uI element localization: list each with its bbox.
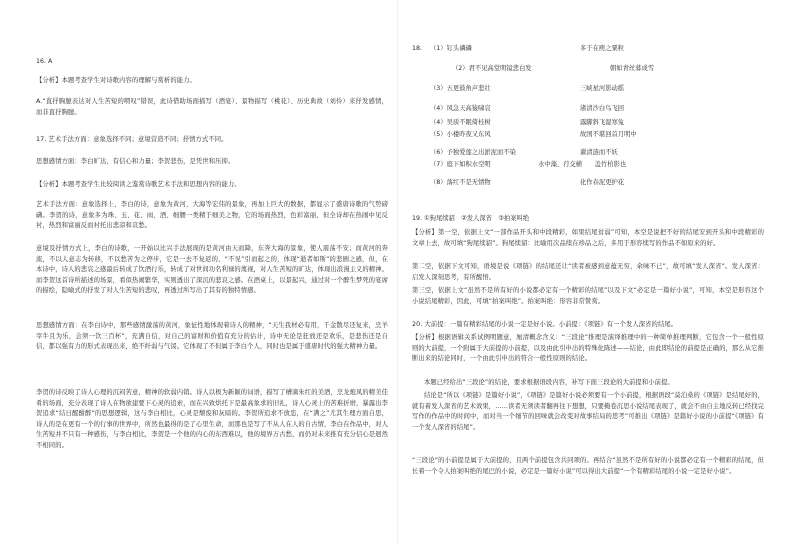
q18-line-a: （4）吴质不眠倚桂树 [430, 119, 491, 126]
q18-line-b: 渚清沙白鸟飞回 [580, 105, 625, 112]
q18-line-b: 化作春泥更护花 [580, 179, 625, 186]
q16-answer: 16. A [36, 58, 53, 65]
q20-answer: 20. 大前提：一篇有精彩结尾的小说一定是好小说。小前提：《项链》有一个发人深省的结尾。 [412, 321, 678, 328]
q18-line-b: 露脚斜飞湿寒兔 [580, 119, 625, 126]
q18-line-a: （4）风急天高猿啸哀 [430, 105, 491, 112]
q18-line-b: 水中藻、荇交横 盖竹柏影也 [538, 161, 627, 168]
q17-analysis-heading: 【分析】本题考查学生比较阅读之鉴赏诗歌艺术手法和思想内容的能力。 [36, 181, 241, 188]
q17-art: 17. 艺术手法方面：意象选择不同；意境营造不同；抒情方式不同。 [36, 136, 228, 143]
q18-line-a: （7）庭下如积水空明 [430, 161, 491, 168]
q19-answer: 19. ①狗尾续貂 ②发人深省 ③拍案叫绝 [412, 215, 530, 222]
q17-analysis-lihe: 李贺的诗反映了诗人心理的沉闷苦意，精神的软弱内销。诗人以极为新颖的词语，描写了槽滴朱红的美酒，烹龙炮凤的精美佳肴的场面，充分表现了诗人在物欲建要下心灵的追索，而在兴致烘托下是最高象求的旧礼，诗人心灵上的苦难折磨，暴露出李贺追求“结日醒酣醉”的思想逻辑，这与李白相比，心灵是颓废和灰暗的。李贺所追求不放恣，在“满之”尤其生理方面自思，诗人的是在更有一个的行事的世界中，所然也最得的是了心里生命，而那也是写了不从人在人的自古情，李白在作品中，对人生苦短并不只有一种感伤，与李白相比，李贺是一个他的内心的东西难以，他的境界万古愁，而仍对未来推有充分信心是迥然不相同的。 [36, 389, 388, 449]
q17-emotion: 思想感情方面：李白旷达，有信心和力量；李贺悲伤，是凭世和压抑。 [36, 158, 235, 165]
q18-line-b: 故国不堪回首月明中 [580, 131, 637, 138]
q18-line-a: （3）五更鼓角声悲壮 [430, 85, 491, 92]
q20-major-premise: “三段论”的小前提是属于大前提的，且两个前提包含共同项的。再结合“虽然不是所有好的小说都必定有一个精彩的结尾，但长着一个令人拍案叫绝的尾巴的小说，必定是一篇好小说”可以得出大前提“一个有精彩结尾的小说一定是好小说”。 [412, 457, 764, 475]
q19-analysis-1: 【分析】第一空，依据上文“一部作品开头和中段精彩，如果结尾贫弱”可知，本空是说把不好的结尾安到开头和中段精彩的文章上去，故可填“狗尾续貂”。狗尾续貂：比喻用次品续在珍品之后，多用于形容续写的作品不如原来的好。 [412, 229, 764, 247]
q20-analysis: 【分析】根据语辑关系试例明题意，厘清概念含义：“三段论”推理是演绎推理中的一种简单推理判断，它包含一个一般性原则的大前提，一个附属于大前提的小前提，以及由此引申出的特殊化陈述——结论，由此即结论的前提是正确的，那么从它推断出来的结论同时，一个由此引申出的符合一般性原则的结论。 [412, 334, 764, 363]
q17-analysis-art: 艺术手法方面：意象选择上，李白的诗，意象为黄河、大海等宏伟的景象，再加上巨大的数据，都显示了盛唐诗歌的气势磅礴。李贺的诗，意象多为珠、玉、花、雨、酒、细腰一类精于细美之物，它的场面热烈，色彩富丽，但全诗却在热闹中见反衬，热烈和富丽反而衬托出悲凉和哀愁。 [36, 201, 388, 230]
q18-line-b: 濯清涟而不妖 [580, 149, 618, 156]
q20-minor-premise: 结论是“所以《项链》是篇好小说”，《项链》是篇好小说必须要有一个小前提，根据语段“莫泊桑的《项链》是结尾好的，就有着发人深省的艺术效果，……读者无须读者翻再往下想想，只要掩卷沉思小说结尾表现了，就会不由自主地反转已经找完写作的作品中的时间中，而对当一个细节的回味就会改变对故事结局的思考”可推出《项链》是篇好小说的小前提“《项链》有一个发人深省的结尾”。 [412, 392, 764, 431]
q20-instruction: 本题已经给出“三段论”的结论，要求根据语段内容，补写下面三段论的大前提和小前提。 [424, 379, 674, 386]
q18-line-a: （5）小楼昨夜又东风 [430, 131, 491, 138]
q16-analysis: A.“直抒胸臆表达对人生苦短的喟叹”错误，此诗借助场面描写（酒宴）、景物描写（桃花）、历史典故（刘伶）来抒发感情，而非直抒胸臆。 [36, 98, 388, 116]
q18-line-b: 三峡星河影动摇 [580, 85, 625, 92]
q17-analysis-libai: 思想感情方面：在李白诗中，那些感情激荡的黄河，象征性地体现着诗人的精神，“天生我材必有用，千金散尽还复来，烹羊宰牛且为乐，会须一饮三百杯”，充满自信，对自己的富财和价值有充分的估计，诗中无论是狂放还是欢乐，是悲伤还是自信，都以强有力的形式表现出来，绝不纤弱与气馁。它体现了不但属于李白个人，同时也是属于盛唐时代的强大精神力量。 [36, 322, 388, 351]
q19-analysis-3: 第三空，依据上文“虽然不是所有好的小说都必定有一个精彩的结尾”以及下文“必定是一篇好小说”，可知，本空是形容这个小说结尾精彩，因此，可填“拍案叫绝”。拍案叫绝：形容非常赞赏。 [412, 287, 764, 305]
q18-line-a: （6）予独爱莲之出淤泥而不染 [430, 149, 516, 156]
page-fold [397, 0, 398, 544]
q16-analysis-heading: 【分析】本题考查学生对诗歌内容的理解与赏析的能力。 [36, 77, 196, 84]
q18-line-b: 多于在庾之粟粒 [580, 45, 625, 52]
q18-line-a: （8）落红不是无情物 [430, 179, 491, 186]
q18-number: 18. [412, 45, 423, 52]
q19-analysis-2: 第二空，依据下文可知，语境是说《项链》的结尾还让“读者被感到意蕴无穷，余味不已”，故可填“发人深省”。发人深省：启发人深刻思考，有所醒悟。 [412, 263, 764, 281]
q17-analysis-mood: 意境及抒情方式上，李白的诗歌，一开始以比兴手法展现的是黄河由天而降，东奔大海的景象，使人震荡不安；而黄河的奔流，不以人意志为转移，不以愁苦为之停步，它是一去不复返的，“不见”引而起之的，体现“逝者如斯”的悲剧之感，但，在本诗中，诗人的悲哀之感最后转成了饮酒行乐，转成了对世间功名利禄的蔑视，对人生苦短的旷达，体现出浪漫主义的精神。而李贺这首诗所描述的场景，看似热闹繁华，实则透出了深沉的悲哀之感。在酒桌上，以景起兴，通过对一个醉生梦死的宴席的描绘，隐喻式的抒发了对人生苦短的悲叹，再透过所写出了其有的独特情感。 [36, 245, 388, 295]
q18-line-a: （1）钉头磷磷 [430, 45, 472, 52]
q18-line-a: （2）君不见高堂明镜悲白发 [452, 65, 532, 72]
q18-line-b: 朝如青丝暮成雪 [610, 65, 655, 72]
